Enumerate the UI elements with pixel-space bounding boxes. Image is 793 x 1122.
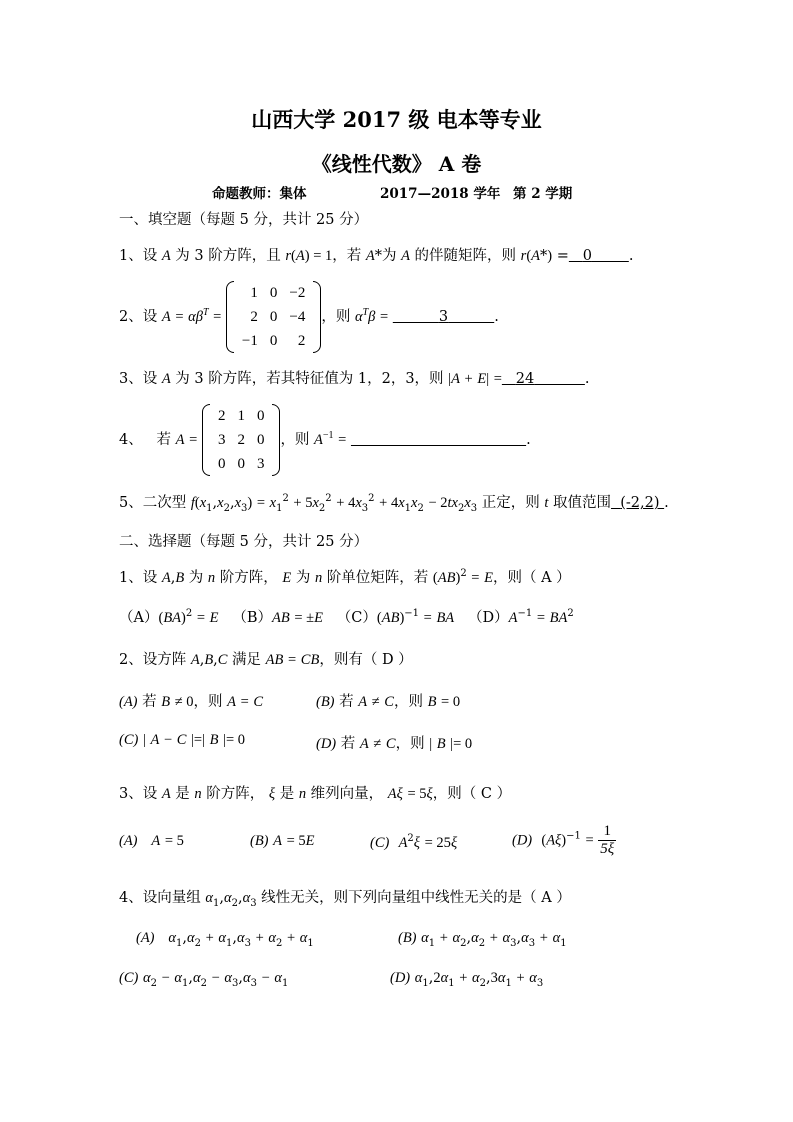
choice-question-4-option-c: (C) $\alpha_2 - \alpha_1,\alpha_2 - \alpha_3,\alpha_3 - \alpha_1$ [119,970,289,989]
answer-value: C [480,786,492,802]
question-number: 3、 [119,786,143,802]
matrix-cell: 2 [297,332,306,349]
choice-question-1: 1、设 A,B 为 n 阶方阵， E 为 n 阶单位矩阵，若 (AB)$^2$ = E，则（ A ） [119,568,571,586]
academic-year: 2017—2018 学年 [380,186,501,202]
matrix-cell: −1 [241,332,258,349]
answer-value: 3 [438,309,449,325]
question-number: 4、 [119,890,143,906]
section-choice-heading: 二、选择题（每题 5 分，共计 25 分） [119,534,369,550]
matrix-cell: 2 [217,407,226,424]
matrix-cell: 0 [256,407,265,424]
question-number: 4、 [119,432,143,448]
exam-subtitle: 《线性代数》 A 卷 [311,152,482,176]
choice-question-3-option-a: (A) A = 5 [119,833,184,849]
answer-value: A [541,570,552,586]
section-fill-blank-heading: 一、填空题（每题 5 分，共计 25 分） [119,212,369,228]
matrix-cell: 2 [237,431,245,448]
answer-value: 0 [582,248,592,264]
choice-question-2: 2、设方阵 A,B,C 满足 AB = CB，则有（ D ） [119,652,413,668]
matrix-cell: 1 [250,284,258,301]
choice-question-3: 3、设 A 是 n 阶方阵， ξ 是 n 维列向量， Aξ = 5ξ，则（ C ） [119,786,512,802]
matrix-cell: 0 [256,431,265,448]
term-label: 第 2 学期 [513,186,573,202]
answer-value: (-2,2) [620,495,660,511]
choice-question-2-option-c: (C) | A − C |=| B |= 0 [119,732,246,748]
matrix-cell: 3 [256,455,265,472]
choice-question-3-option-b: (B) A = 5E [250,833,315,849]
matrix-cell: −4 [289,308,306,325]
matrix-cell: 0 [237,455,245,472]
choice-question-2-option-b: (B) 若 A ≠ C，则 B = 0 [316,694,461,710]
answer-value: D [381,652,394,668]
choice-question-2-option-a: (A) 若 B ≠ 0，则 A = C [119,694,264,710]
answer-value: 24 [515,371,535,387]
matrix-cell: 0 [269,284,278,301]
question-number: 2、 [119,309,143,325]
fill-question-4: 4、 若 A = 2 1 0 3 2 0 0 0 3 ，则 $A^{-1}$ = . [119,404,531,476]
matrix-cell: 0 [269,332,278,349]
exam-title: 山西大学 2017 级 电本等专业 [251,107,542,132]
matrix-cell: 3 [217,431,226,448]
question-number: 1、 [119,570,143,586]
question-number: 2、 [119,652,143,668]
fill-question-1: 1、设 A 为 3 阶方阵，且 r(A) = 1，若 A*为 A 的伴随矩阵，则 r(A*) = 0 . [119,248,634,264]
matrix-cell: 0 [269,308,278,325]
choice-question-4-option-a: (A) $\alpha_1,\alpha_2 + \alpha_1,\alpha_3 + \alpha_2 + \alpha_1$ [136,930,314,949]
fill-question-2: 2、设 $A = \alpha\beta^T$ = 1 0 −2 2 0 −4 −1 0 2 ，则 $\alpha^T\beta$ = 3 . [119,281,499,353]
matrix-cell: −2 [289,284,306,301]
choice-question-1-options: （A）(BA)$^2$ = E （B）AB = ±E （C）(AB)$^{-1}$ = BA $(D)A^{-1} = BA^2$ [119,608,574,626]
fraction: $\frac{1}{5\xi}$ [600,823,615,857]
teacher-label: 命题教师：集体 [212,186,307,202]
matrix-a [202,404,281,476]
question-number: 5、 [119,495,143,511]
question-number: 3、 [119,371,143,387]
fill-question-3: 3、设 A 为 3 阶方阵，若其特征值为 1，2，3，则 |A + E| = 24 . [119,371,590,387]
choice-question-2-option-d: (D) 若 A ≠ C，则 | B |= 0 [316,736,473,752]
matrix-cell: 0 [217,455,226,472]
matrix-cell: 2 [250,308,258,325]
answer-value: A [541,890,552,906]
matrix-alpha-beta [226,281,321,353]
matrix-cell: 1 [237,407,245,424]
fill-question-5: 5、二次型 $f(x_1,x_2,x_3) = x_1^2 + 5x_2^2 + 4x_3^2 + 4x_1x_2 - 2tx_2x_3$ 正定，则 t 取值范围 (-2,2) . [119,493,669,514]
question-number: 1、 [119,248,143,264]
choice-question-3-option-d: (D) $(A\xi)^{-1}$ = $\frac{1}{5\xi}$ [512,823,615,857]
choice-question-4-option-b: (B) $\alpha_1 + \alpha_2,\alpha_2 + \alpha_3,\alpha_3 + \alpha_1$ [398,930,567,949]
choice-question-4-option-d: (D) $\alpha_1,2\alpha_1 + \alpha_2,3\alpha_1 + \alpha_3$ [390,970,544,989]
choice-question-3-option-c: (C) $A^2\xi = 25\xi$ [370,833,458,851]
choice-question-4: 4、设向量组 $\alpha_1,\alpha_2,\alpha_3$ 线性无关，则下列向量组中线性无关的是（ A ） [119,890,571,909]
